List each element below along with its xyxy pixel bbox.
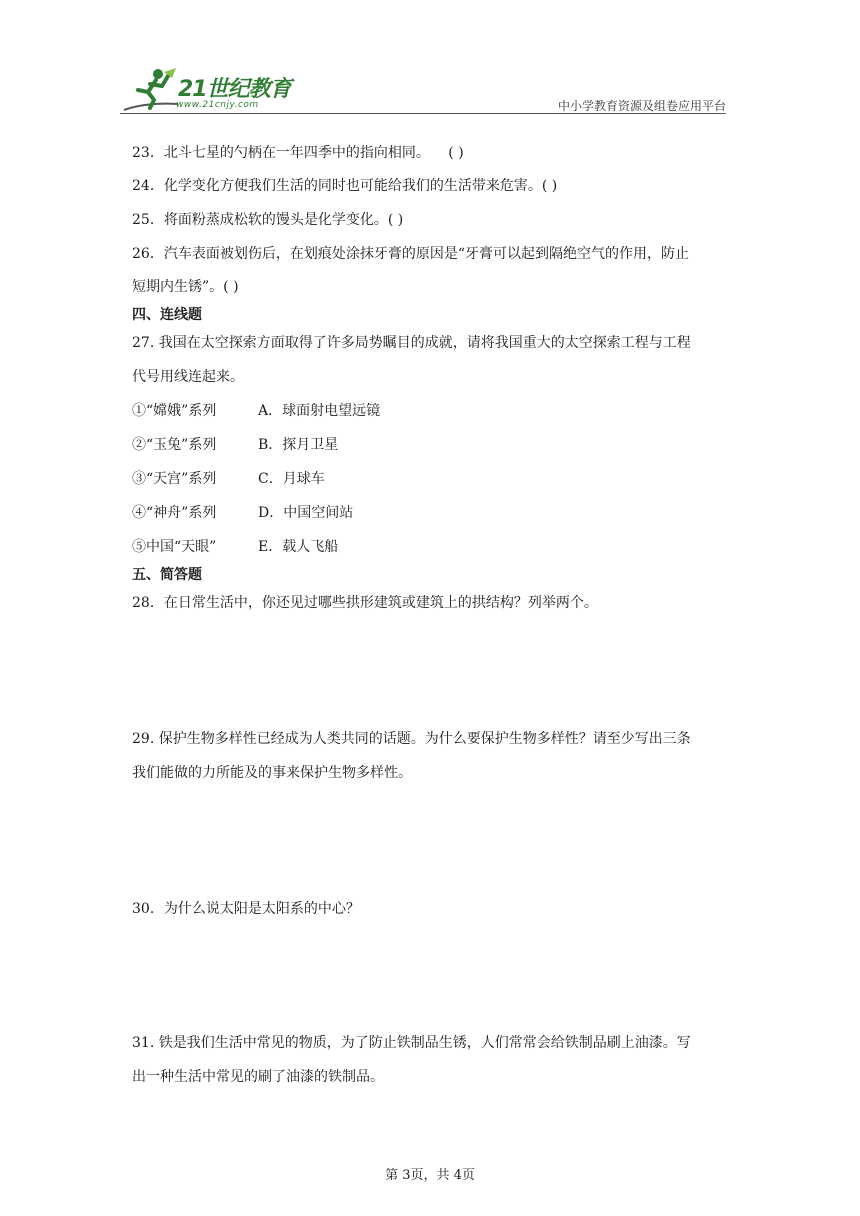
answer-paren: ( ) (223, 279, 239, 295)
answer-paren: ( ) (541, 178, 558, 194)
match-left: ①“嫦娥”系列 (132, 403, 217, 419)
page-footer: 第 3页，共 4页 (385, 1168, 475, 1183)
logo-text: 21世纪教育 (178, 77, 291, 102)
runner-icon (120, 66, 180, 114)
question-26-line1: 26．汽车表面被划伤后，在划痕处涂抹牙膏的原因是“牙膏可以起到隔绝空气的作用，防止 (132, 246, 689, 262)
question-28: 28．在日常生活中，你还见过哪些拱形建筑或建筑上的拱结构？列举两个。 (132, 595, 598, 611)
answer-paren: ( ) (387, 212, 404, 228)
match-right: D．中国空间站 (258, 505, 354, 521)
match-row (132, 401, 380, 421)
header-platform-text: 中小学教育资源及组卷应用平台 (557, 99, 726, 113)
question-text: 23．北斗七星的勺柄在一年四季中的指向相同。 (132, 145, 430, 161)
question-29-line2: 我们能做的力所能及的事来保护生物多样性。 (132, 765, 412, 781)
logo (120, 66, 310, 116)
section-heading-matching: 四、连线题 (132, 307, 202, 323)
question-31-line2: 出一种生活中常见的刷了油漆的铁制品。 (132, 1069, 384, 1085)
answer-paren: ( ) (448, 145, 464, 161)
match-right: A．球面射电望远镜 (258, 403, 381, 419)
question-23 (132, 143, 464, 163)
question-24 (132, 176, 557, 196)
match-left: ③“天宫”系列 (132, 471, 217, 487)
question-text: 25．将面粉蒸成松软的馒头是化学变化。 (132, 212, 388, 228)
logo-url: www.21cnjy.com (176, 100, 259, 110)
section-heading-short-answer: 五、简答题 (132, 567, 202, 583)
question-26-line2 (132, 277, 239, 297)
match-row (132, 537, 338, 557)
match-left: ②“玉兔”系列 (132, 437, 217, 453)
question-text: 短期内生锈”。 (132, 279, 224, 295)
match-row (132, 503, 353, 523)
header-divider (120, 113, 726, 114)
question-27-line1: 27. 我国在太空探索方面取得了许多局势瞩目的成就，请将我国重大的太空探索工程与工程 (132, 335, 691, 351)
match-right: B．探月卫星 (258, 437, 339, 453)
question-31-line1: 31. 铁是我们生活中常见的物质，为了防止铁制品生锈，人们常常会给铁制品刷上油漆。写 (132, 1035, 691, 1051)
question-30: 30．为什么说太阳是太阳系的中心？ (132, 901, 360, 917)
page-header (120, 66, 726, 116)
question-text: 24．化学变化方便我们生活的同时也可能给我们的生活带来危害。 (132, 178, 542, 194)
match-left: ④“神舟”系列 (132, 505, 217, 521)
match-right: E．载人飞船 (258, 539, 339, 555)
match-right: C．月球车 (258, 471, 325, 487)
question-27-line2: 代号用线连起来。 (132, 369, 244, 385)
match-row (132, 469, 325, 489)
question-29-line1: 29. 保护生物多样性已经成为人类共同的话题。为什么要保护生物多样性？请至少写出三条 (132, 731, 691, 747)
match-left: ⑤中国“天眼” (132, 539, 217, 555)
question-25 (132, 210, 403, 230)
match-row (132, 435, 338, 455)
